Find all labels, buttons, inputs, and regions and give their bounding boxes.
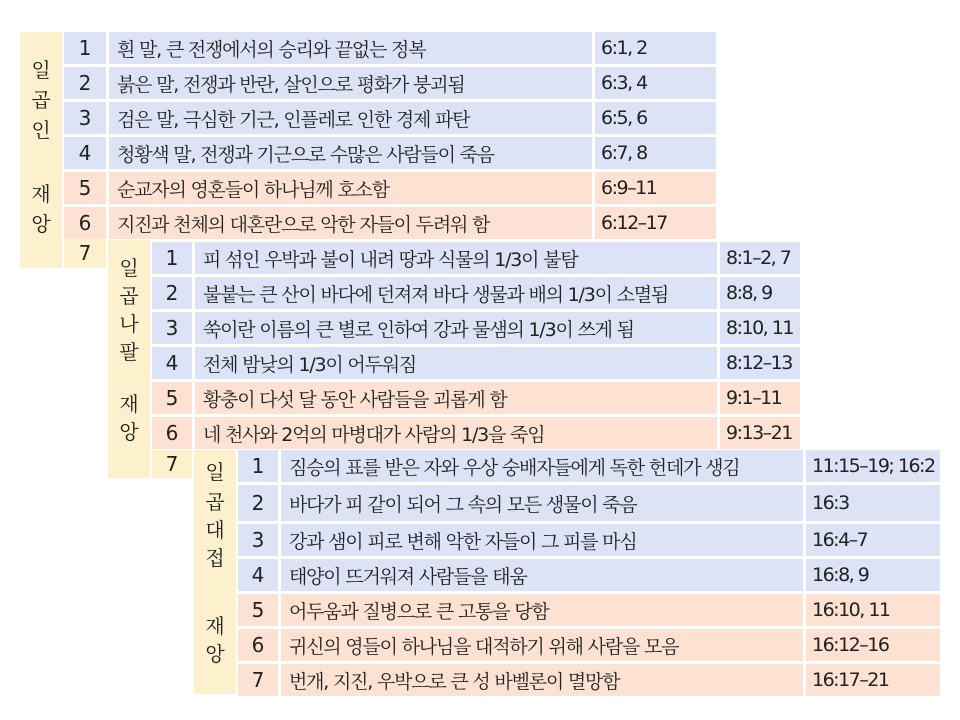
row-reference: 6:5, 6 (595, 102, 716, 134)
table-row (238, 629, 940, 661)
table-row (64, 137, 716, 169)
row-reference: 8:8, 9 (720, 277, 800, 309)
row-reference: 9:1–11 (720, 382, 800, 414)
row-description: 검은 말, 극심한 기근, 인플레로 인한 경제 파탄 (109, 102, 592, 134)
row-description: 붉은 말, 전쟁과 반란, 살인으로 평화가 붕괴됨 (109, 67, 592, 99)
seals-label-char: 인 (31, 118, 51, 142)
bowls-label-char: 재 (205, 614, 225, 638)
bowls-label (194, 450, 236, 694)
row-reference: 6:1, 2 (595, 32, 716, 64)
row-number: 5 (64, 172, 106, 204)
row-reference: 16:17–21 (806, 664, 940, 696)
row-reference: 16:12–16 (806, 629, 940, 661)
row-reference: 16:10, 11 (806, 594, 940, 626)
table-row (64, 32, 716, 64)
row-reference: 16:8, 9 (806, 559, 940, 591)
bowls-label-char: 대 (205, 518, 225, 542)
table-row (64, 67, 716, 99)
row-number: 5 (152, 382, 192, 414)
table-row (238, 664, 940, 696)
row-number: 1 (64, 32, 106, 64)
row-description: 쑥이란 이름의 큰 별로 인하여 강과 물샘의 1/3이 쓰게 됨 (195, 312, 717, 344)
trumpets-label-char: 앙 (119, 420, 139, 444)
row-description: 불붙는 큰 산이 바다에 던져져 바다 생물과 배의 1/3이 소멸됨 (195, 277, 717, 309)
row-reference: 6:9–11 (595, 172, 716, 204)
row-reference: 16:3 (806, 485, 940, 521)
table-row (152, 242, 800, 274)
row-reference: 16:4–7 (806, 524, 940, 556)
row-number: 3 (238, 524, 278, 556)
row-number: 2 (238, 485, 278, 521)
seals-label-char: 일 (31, 58, 51, 82)
table-row (64, 207, 716, 239)
table-row (152, 382, 800, 414)
table-row (238, 559, 940, 591)
row-reference: 6:3, 4 (595, 67, 716, 99)
bowls-label-char: 앙 (205, 642, 225, 666)
table-row (64, 172, 716, 204)
table-row (152, 417, 800, 449)
seals-label-char: 앙 (31, 212, 51, 236)
trumpets-label-char: 팔 (119, 340, 139, 364)
seals-label-char: 재 (31, 182, 51, 206)
table-row (238, 450, 940, 482)
row-description: 전체 밤낮의 1/3이 어두워짐 (195, 347, 717, 379)
row-reference: 6:12–17 (595, 207, 716, 239)
table-row (64, 238, 106, 268)
trumpets-label-char: 일 (119, 256, 139, 280)
row-reference: 9:13–21 (720, 417, 800, 449)
row-number: 4 (64, 137, 106, 169)
row-number: 4 (238, 559, 278, 591)
row-description: 바다가 피 같이 되어 그 속의 모든 생물이 죽음 (281, 485, 803, 521)
bowls-label-char: 접 (205, 546, 225, 570)
row-description: 귀신의 영들이 하나님을 대적하기 위해 사람을 모음 (281, 629, 803, 661)
table-row (152, 347, 800, 379)
row-description: 강과 샘이 피로 변해 악한 자들이 그 피를 마심 (281, 524, 803, 556)
table-row (238, 594, 940, 626)
row-number: 1 (238, 450, 278, 482)
row-reference: 8:1–2, 7 (720, 242, 800, 274)
row-description: 태양이 뜨거워져 사람들을 태움 (281, 559, 803, 591)
table-row (152, 312, 800, 344)
table-row (64, 102, 716, 134)
row-number: 6 (64, 207, 106, 239)
row-description: 순교자의 영혼들이 하나님께 호소함 (109, 172, 592, 204)
trumpets-label-char: 나 (119, 312, 139, 336)
row-number: 2 (64, 67, 106, 99)
row-description: 지진과 천체의 대혼란으로 악한 자들이 두려워 함 (109, 207, 592, 239)
row-description: 번개, 지진, 우박으로 큰 성 바벨론이 멸망함 (281, 664, 803, 696)
row-description: 청황색 말, 전쟁과 기근으로 수많은 사람들이 죽음 (109, 137, 592, 169)
table-row (238, 524, 940, 556)
row-reference: 11:15–19; 16:2 (806, 450, 940, 482)
seals-label (20, 32, 62, 268)
row-description: 짐승의 표를 받은 자와 우상 숭배자들에게 독한 헌데가 생김 (281, 450, 803, 482)
trumpets-label (108, 240, 150, 478)
row-number: 7 (64, 238, 106, 268)
row-number: 6 (152, 417, 192, 449)
row-number: 3 (152, 312, 192, 344)
row-number: 7 (238, 664, 278, 696)
table-row (238, 485, 940, 521)
row-number: 1 (152, 242, 192, 274)
trumpets-label-char: 재 (119, 392, 139, 416)
row-number: 5 (238, 594, 278, 626)
row-number: 2 (152, 277, 192, 309)
trumpets-label-char: 곱 (119, 284, 139, 308)
table-row (152, 450, 192, 478)
row-number: 4 (152, 347, 192, 379)
row-reference: 6:7, 8 (595, 137, 716, 169)
row-number: 3 (64, 102, 106, 134)
row-description: 피 섞인 우박과 불이 내려 땅과 식물의 1/3이 불탐 (195, 242, 717, 274)
row-reference: 8:10, 11 (720, 312, 800, 344)
bowls-label-char: 곱 (205, 490, 225, 514)
table-row (152, 277, 800, 309)
row-description: 네 천사와 2억의 마병대가 사람의 1/3을 죽임 (195, 417, 717, 449)
row-number: 6 (238, 629, 278, 661)
row-number: 7 (152, 450, 192, 478)
row-description: 어두움과 질병으로 큰 고통을 당함 (281, 594, 803, 626)
row-description: 황충이 다섯 달 동안 사람들을 괴롭게 함 (195, 382, 717, 414)
bowls-label-char: 일 (205, 460, 225, 484)
row-description: 흰 말, 큰 전쟁에서의 승리와 끝없는 정복 (109, 32, 592, 64)
row-reference: 8:12–13 (720, 347, 800, 379)
seals-label-char: 곱 (31, 88, 51, 112)
